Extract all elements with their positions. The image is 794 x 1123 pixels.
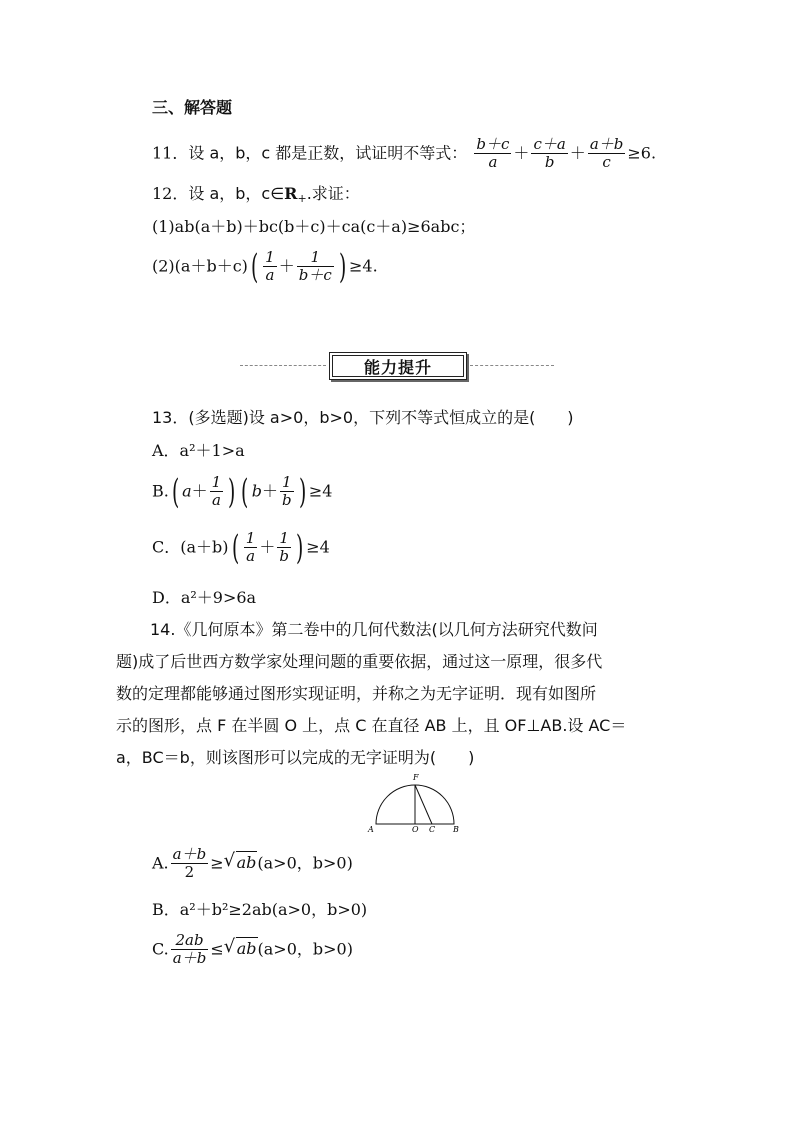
- q14-option-b: B．a²＋b²≥2ab(a>0，b>0): [152, 900, 368, 919]
- q11-frac-2: $\frac{c+a}{b}$: [533, 135, 566, 172]
- q14-option-c: C. $\frac{2ab}{a+b}$ ≤√ ab(a>0，b>0): [152, 932, 353, 968]
- label-f: F: [413, 773, 419, 782]
- banner-label: 能力提升: [329, 352, 467, 380]
- q12-part-1: (1)ab(a＋b)＋bc(b＋c)＋ca(c＋a)≥6abc；: [152, 217, 476, 236]
- q11-frac-3: $\frac{a+b}{c}$: [589, 135, 624, 172]
- q11-tail: ≥6.: [627, 143, 657, 163]
- q12-set: R: [284, 184, 298, 203]
- segment-fc: [415, 785, 432, 824]
- q12-text-post: .求证：: [306, 184, 360, 203]
- q14-line-5: a，BC＝b，则该图形可以完成的无字证明为( ): [116, 748, 475, 767]
- q14-line-4: 示的图形，点 F 在半圆 O 上，点 C 在直径 AB 上，且 OF⊥AB.设 AC＝: [116, 716, 627, 735]
- q14-option-a: A. $\frac{a+b}{2}$ ≥√ ab(a>0，b>0): [152, 846, 353, 882]
- q13-option-c: C．(a＋b)( $\frac{1}{a}$ ＋ $\frac{1}{b}$ ) ≥4: [152, 527, 330, 568]
- banner-dash-left: [240, 365, 326, 366]
- q14-line-2: 题)成了后世西方数学家处理问题的重要依据，通过这一原理，很多代: [116, 652, 603, 671]
- q13-option-d: D．a²＋9>6a: [152, 588, 257, 607]
- q14-line-1: 14.《几何原本》第二卷中的几何代数法(以几何方法研究代数问: [150, 620, 598, 639]
- label-a: A: [368, 825, 374, 834]
- label-o: O: [412, 825, 419, 834]
- banner-dash-right: [470, 365, 554, 366]
- label-c: C: [429, 825, 436, 834]
- section-heading: 三、解答题: [152, 98, 233, 117]
- label-b: B: [453, 825, 459, 834]
- q14-line-3: 数的定理都能够通过图形实现证明，并称之为无字证明．现有如图所: [116, 684, 597, 703]
- q13-option-a: A．a²＋1>a: [152, 441, 245, 460]
- semicircle-figure: [366, 770, 466, 836]
- q12-number: 12．: [152, 184, 189, 203]
- q11-number: 11．: [152, 143, 189, 163]
- q13-option-b: B.( a＋ $\frac{1}{a}$ ) ( b＋ $\frac{1}{b}$ ) ≥4: [152, 471, 333, 512]
- section-banner: [240, 352, 554, 380]
- q13-stem: 13．(多选题)设 a>0，b>0，下列不等式恒成立的是( ): [152, 408, 574, 427]
- q11-frac-1: $\frac{b+c}{a}$: [476, 135, 510, 172]
- q12-text: 设 a，b，c∈: [188, 184, 285, 203]
- q11-text: 设 a，b，c 都是正数，试证明不等式：: [188, 143, 468, 163]
- q12-part-2: (2)(a＋b＋c)( $\frac{1}{a}$ ＋ $\frac{1}{b+c}$ ) ≥4.: [152, 246, 378, 287]
- question-12: [152, 184, 360, 205]
- question-11: 11．设 a，b，c 都是正数，试证明不等式： $\frac{b+c}{a}$ ＋ $\frac{c+a}{b}$ ＋ $\frac{a+b}{c}$ ≥6.: [152, 135, 657, 172]
- q12-set-sub: +: [297, 192, 307, 205]
